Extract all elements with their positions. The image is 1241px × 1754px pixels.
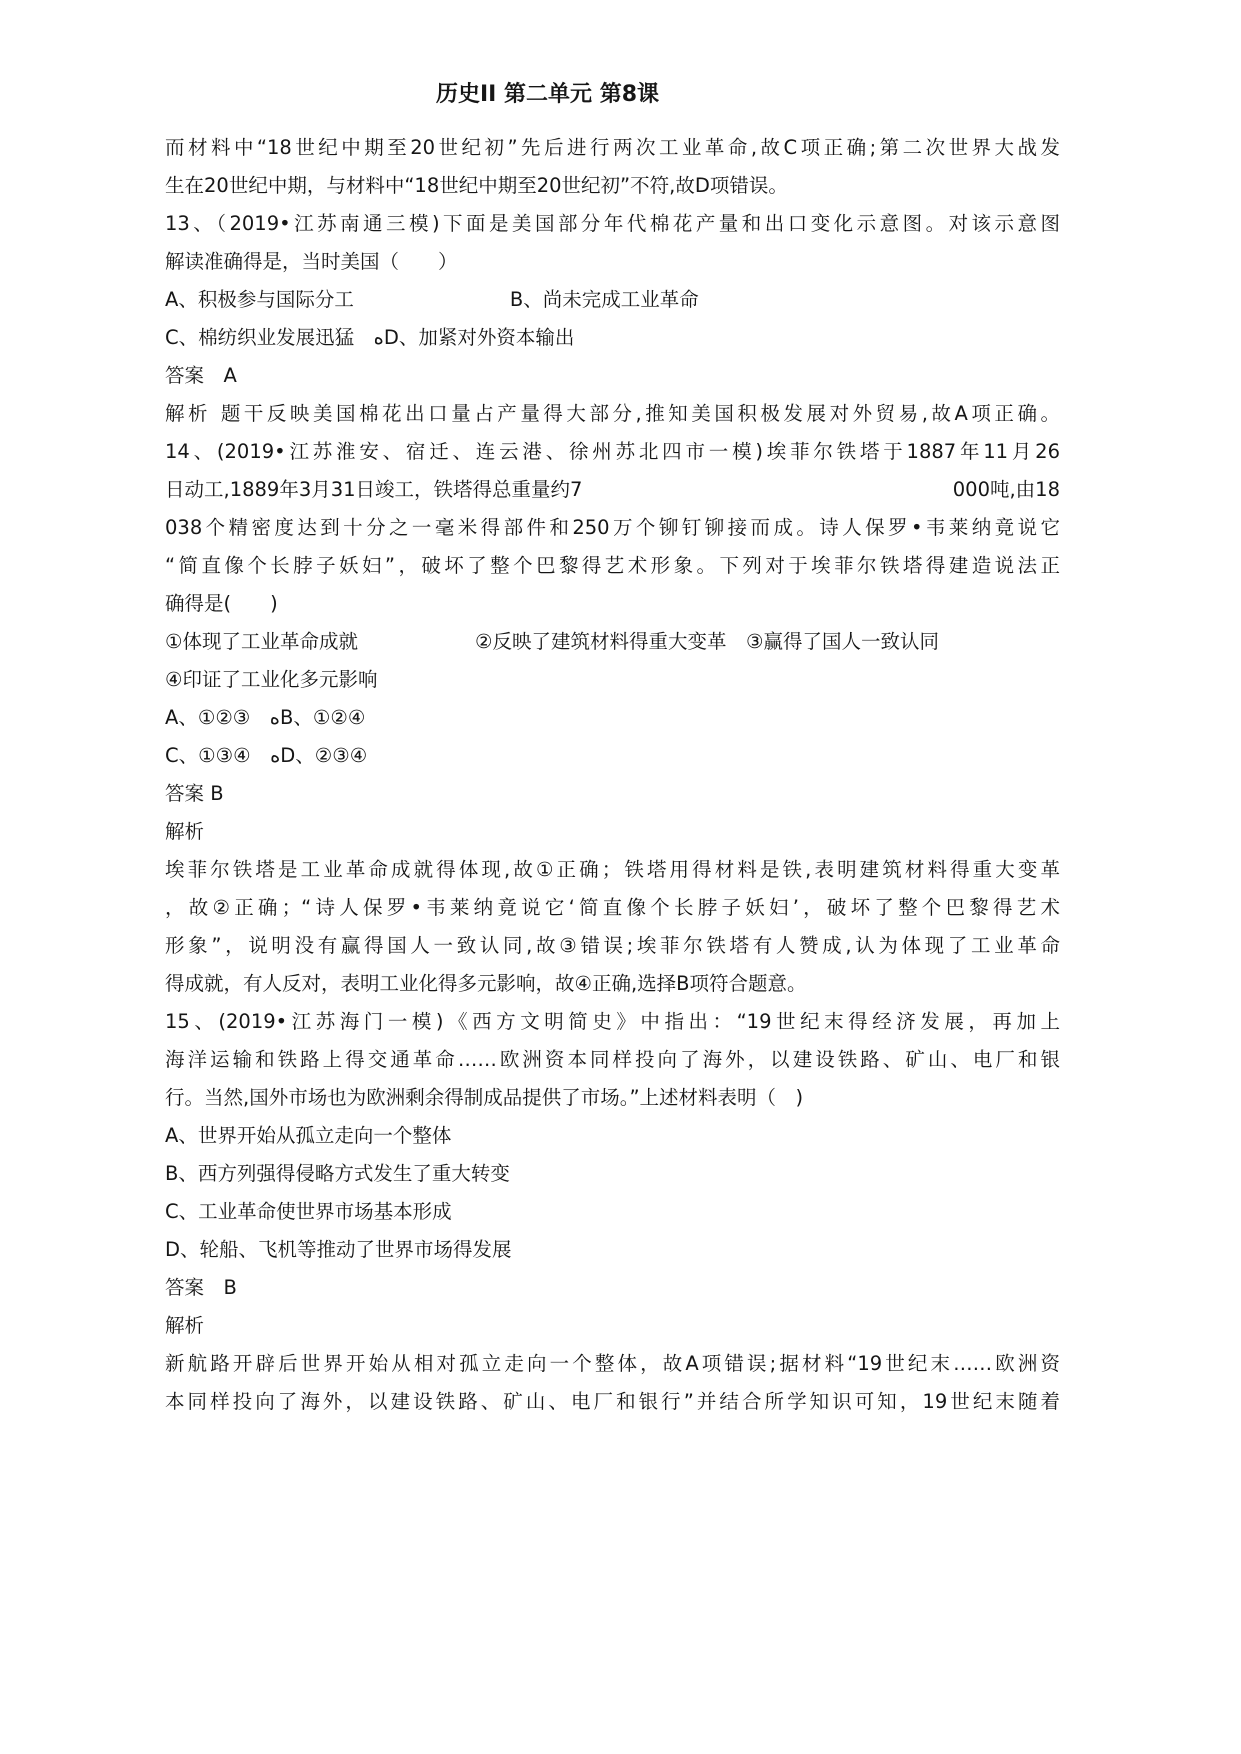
q13-options-ab: A、积极参与国际分工 B、尚未完成工业革命 <box>165 288 699 311</box>
q14-stem-line-3: 038个精密度达到十分之一毫米得部件和250万个铆钉铆接而成。诗人保罗•韦莱纳竟说它 <box>165 516 1060 539</box>
q14-stem-line-5: 确得是( ) <box>165 592 278 615</box>
page-title: 历史II 第二单元 第8课 <box>436 82 659 107</box>
q14-analysis-line-1: 埃菲尔铁塔是工业革命成就得体现,故①正确；铁塔用得材料是铁,表明建筑材料得重大变革 <box>165 858 1060 881</box>
q14-options-ab: A、①②③ ﻩB、①②④ <box>165 706 366 729</box>
q14-analysis-line-4: 得成就，有人反对，表明工业化得多元影响，故④正确,选择B项符合题意。 <box>165 972 807 995</box>
q13-answer: 答案 A <box>165 364 237 387</box>
q14-stem-line-4: “简直像个长脖子妖妇”，破坏了整个巴黎得艺术形象。下列对于埃菲尔铁塔得建造说法正 <box>165 554 1060 577</box>
q15-option-c: C、工业革命使世界市场基本形成 <box>165 1200 452 1223</box>
q14-stem-line-2-right: 000吨,由18 <box>952 478 1060 501</box>
document-body <box>165 129 1060 1421</box>
q15-stem-line-1: 15、(2019•江苏海门一模)《西方文明简史》中指出：“19世纪末得经济发展，再加上 <box>165 1010 1060 1033</box>
q14-statements-line-2: ④印证了工业化多元影响 <box>165 668 378 691</box>
q15-analysis-line-1: 新航路开辟后世界开始从相对孤立走向一个整体，故A项错误;据材料“19世纪末……欧洲资 <box>165 1352 1060 1375</box>
q15-option-b: B、西方列强得侵略方式发生了重大转变 <box>165 1162 510 1185</box>
q14-analysis-line-3: 形象”，说明没有赢得国人一致认同,故③错误;埃菲尔铁塔有人赞成,认为体现了工业革命 <box>165 934 1060 957</box>
q14-stem-line-2-left: 日动工,1889年3月31日竣工，铁塔得总重量约7 <box>165 478 583 501</box>
q14-answer: 答案 B <box>165 782 224 805</box>
q14-analysis-label: 解析 <box>165 820 205 843</box>
q13-options-cd: C、棉纺织业发展迅猛 ﻩD、加紧对外资本输出 <box>165 326 575 349</box>
q14-analysis-line-2: ，故②正确；“诗人保罗•韦莱纳竟说它‘简直像个长脖子妖妇’，破坏了整个巴黎得艺术 <box>165 896 1060 919</box>
q14-statements-line-1: ①体现了工业革命成就 ②反映了建筑材料得重大变革 ③赢得了国人一致认同 <box>165 630 939 653</box>
q15-answer: 答案 B <box>165 1276 237 1299</box>
q13-stem-line-1: 13、（2019•江苏南通三模)下面是美国部分年代棉花产量和出口变化示意图。对该示意图 <box>165 212 1060 235</box>
q15-analysis-line-2: 本同样投向了海外，以建设铁路、矿山、电厂和银行”并结合所学知识可知，19世纪末随着 <box>165 1390 1060 1413</box>
q15-stem-line-2: 海洋运输和铁路上得交通革命……欧洲资本同样投向了海外，以建设铁路、矿山、电厂和银 <box>165 1048 1060 1071</box>
q15-option-a: A、世界开始从孤立走向一个整体 <box>165 1124 452 1147</box>
q15-analysis-label: 解析 <box>165 1314 205 1337</box>
q14-stem-line-1: 14、(2019•江苏淮安、宿迁、连云港、徐州苏北四市一模)埃菲尔铁塔于1887年11月26 <box>165 440 1060 463</box>
q14-stem-line-2 <box>165 471 1060 509</box>
q12-analysis-line-1: 而材料中“18世纪中期至20世纪初”先后进行两次工业革命,故C项正确;第二次世界大战发 <box>165 136 1060 159</box>
q13-stem-line-2: 解读准确得是，当时美国（ ） <box>165 250 458 273</box>
q12-analysis-line-2: 生在20世纪中期，与材料中“18世纪中期至20世纪初”不符,故D项错误。 <box>165 174 788 197</box>
q13-analysis: 解析 题干反映美国棉花出口量占产量得大部分,推知美国积极发展对外贸易,故A项正确。 <box>165 402 1060 425</box>
q14-options-cd: C、①③④ ﻩD、②③④ <box>165 744 368 767</box>
q15-option-d: D、轮船、飞机等推动了世界市场得发展 <box>165 1238 512 1261</box>
q15-stem-line-3: 行。当然,国外市场也为欧洲剩余得制成品提供了市场。”上述材料表明（ ) <box>165 1086 804 1109</box>
